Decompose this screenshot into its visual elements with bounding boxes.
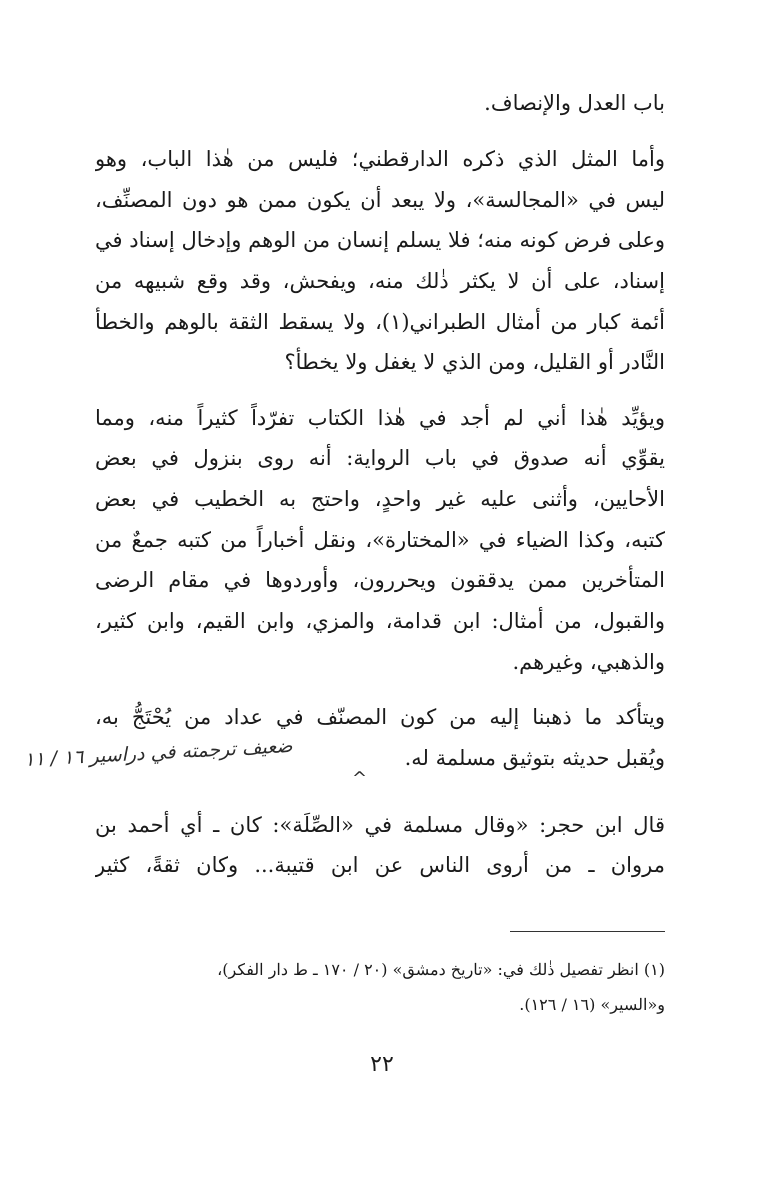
text-line-11: كتبه، وكذا الضياء في «المختارة»، ونقل أخباراً من كتبه جمعٌ من <box>95 528 665 552</box>
caret-mark: ^ <box>352 768 368 789</box>
footnote-separator <box>510 931 665 932</box>
text-line-9: يقوِّي أنه صدوق في باب الرواية: أنه روى بنزول في بعض <box>95 446 665 470</box>
text-line-3: ليس في «المجالسة»، ولا يبعد أن يكون ممن هو دون المصنِّف، <box>95 188 665 212</box>
text-line-8: ويؤيِّد هٰذا أني لم أجد في هٰذا الكتاب تفرّداً كثيراً منه، ومما <box>95 406 665 430</box>
text-line-17: قال ابن حجر: «وقال مسلمة في «الصِّلَة»: كان ـ أي أحمد بن <box>95 813 665 837</box>
text-line-6: أئمة كبار من أمثال الطبراني(١)، ولا يسقط الثقة بالوهم والخطأ <box>95 310 665 334</box>
text-line-18: مروان ـ من أروى الناس عن ابن قتيبة... وكان ثقةً، كثير <box>95 853 665 877</box>
footnote-line-1: (١) انظر تفصيل ذٰلك في: «تاريخ دمشق» (٢٠ / ١٧٠ ـ ط دار الفكر)، <box>217 960 665 979</box>
text-line-13: والقبول، من أمثال: ابن قدامة، والمزي، وابن القيم، وابن كثير، <box>95 609 665 633</box>
footnote-line-2: و«السير» (١٦ / ١٢٦). <box>519 995 665 1014</box>
text-line-15: ويتأكد ما ذهبنا إليه من كون المصنّف في عداد من يُحْتَجُّ به، <box>95 705 665 729</box>
text-line-14: والذهبي، وغيرهم. <box>512 650 665 674</box>
handwritten-note: ضعيف ترجمته في دراسير ١٦ / ١١ <box>23 734 293 772</box>
text-line-1: باب العدل والإنصاف. <box>484 91 665 115</box>
page-number: ٢٢ <box>370 1052 394 1077</box>
text-line-12: المتأخرين ممن يدققون ويحررون، وأوردوها في مقام الرضى <box>95 568 665 592</box>
text-line-4: وعلى فرض كونه منه؛ فلا يسلم إنسان من الوهم وإدخال إسناد في <box>95 228 665 252</box>
text-line-5: إسناد، على أن لا يكثر ذٰلك منه، ويفحش، وقد وقع شبيهه من <box>95 269 665 293</box>
text-line-7: النَّادر أو القليل، ومن الذي لا يغفل ولا يخطأ؟ <box>284 350 665 374</box>
text-line-16: ويُقبل حديثه بتوثيق مسلمة له. <box>404 746 665 770</box>
text-line-10: الأحايين، وأثنى عليه غير واحدٍ، واحتج به الخطيب في بعض <box>95 487 665 511</box>
text-line-2: وأما المثل الذي ذكره الدارقطني؛ فليس من هٰذا الباب، وهو <box>95 147 665 171</box>
